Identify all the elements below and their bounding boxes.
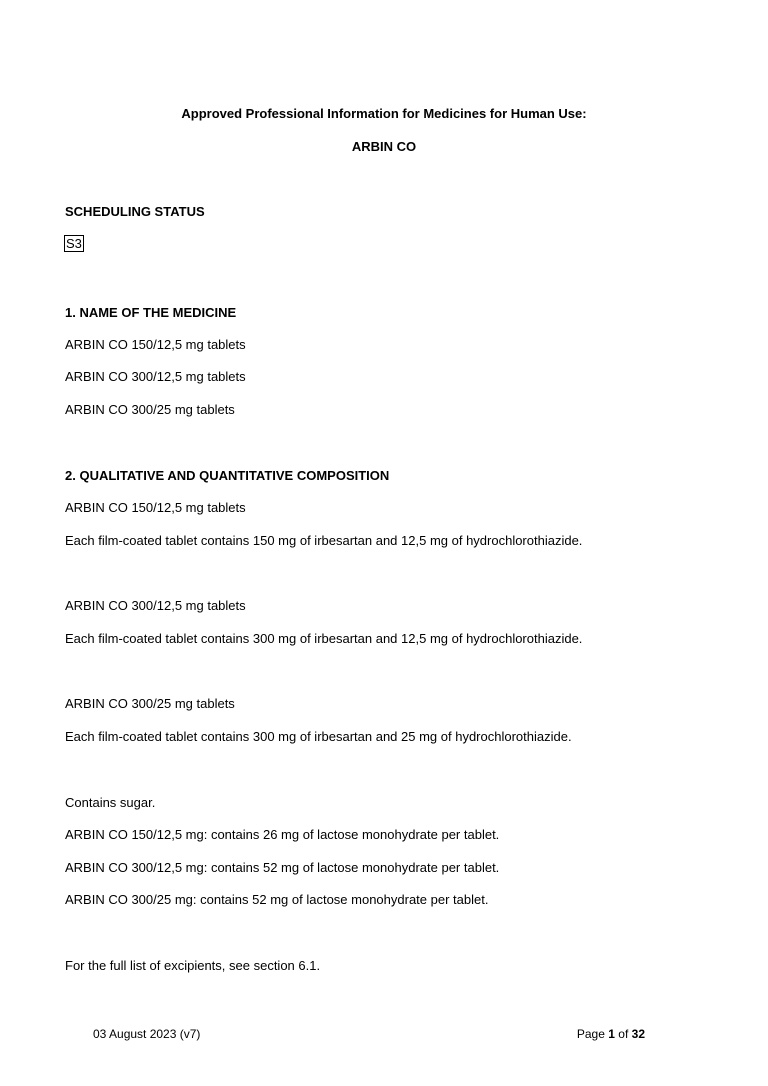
lactose-item: ARBIN CO 150/12,5 mg: contains 26 mg of lactose monohydrate per tablet. (65, 827, 500, 842)
strength-description: Each film-coated tablet contains 300 mg of irbesartan and 25 mg of hydrochlorothiazide. (65, 729, 572, 744)
medicine-name-item: ARBIN CO 150/12,5 mg tablets (65, 337, 246, 352)
sugar-note: Contains sugar. (65, 795, 156, 810)
scheduling-status-box (64, 236, 84, 252)
excipients-note: For the full list of excipients, see section 6.1. (65, 958, 321, 973)
page-current: 1 (608, 1027, 615, 1041)
section-1-heading: 1. NAME OF THE MEDICINE (65, 305, 237, 320)
strength-description: Each film-coated tablet contains 150 mg of irbesartan and 12,5 mg of hydrochlorothiazide. (65, 533, 583, 548)
strength-name: ARBIN CO 150/12,5 mg tablets (65, 500, 246, 515)
medicine-name-item: ARBIN CO 300/25 mg tablets (65, 402, 235, 417)
strength-description: Each film-coated tablet contains 300 mg of irbesartan and 12,5 mg of hydrochlorothiazide. (65, 631, 583, 646)
document-title-line: Approved Professional Information for Medicines for Human Use: (181, 106, 587, 121)
strength-name: ARBIN CO 300/12,5 mg tablets (65, 598, 246, 613)
section-2-heading: 2. QUALITATIVE AND QUANTITATIVE COMPOSITION (65, 468, 390, 483)
lactose-item: ARBIN CO 300/12,5 mg: contains 52 mg of lactose monohydrate per tablet. (65, 860, 500, 875)
scheduling-status-heading: SCHEDULING STATUS (65, 204, 205, 219)
strength-name: ARBIN CO 300/25 mg tablets (65, 696, 235, 711)
lactose-item: ARBIN CO 300/25 mg: contains 52 mg of lactose monohydrate per tablet. (65, 892, 489, 907)
footer-date-version: 03 August 2023 (v7) (93, 1027, 201, 1041)
page-total: 32 (631, 1027, 645, 1041)
page-of: of (618, 1027, 629, 1041)
product-name: ARBIN CO (351, 139, 417, 154)
footer-page-number (577, 1026, 645, 1042)
medicine-name-item: ARBIN CO 300/12,5 mg tablets (65, 369, 246, 384)
page-label: Page (576, 1027, 605, 1041)
scheduling-status-value: S3 (66, 236, 82, 251)
